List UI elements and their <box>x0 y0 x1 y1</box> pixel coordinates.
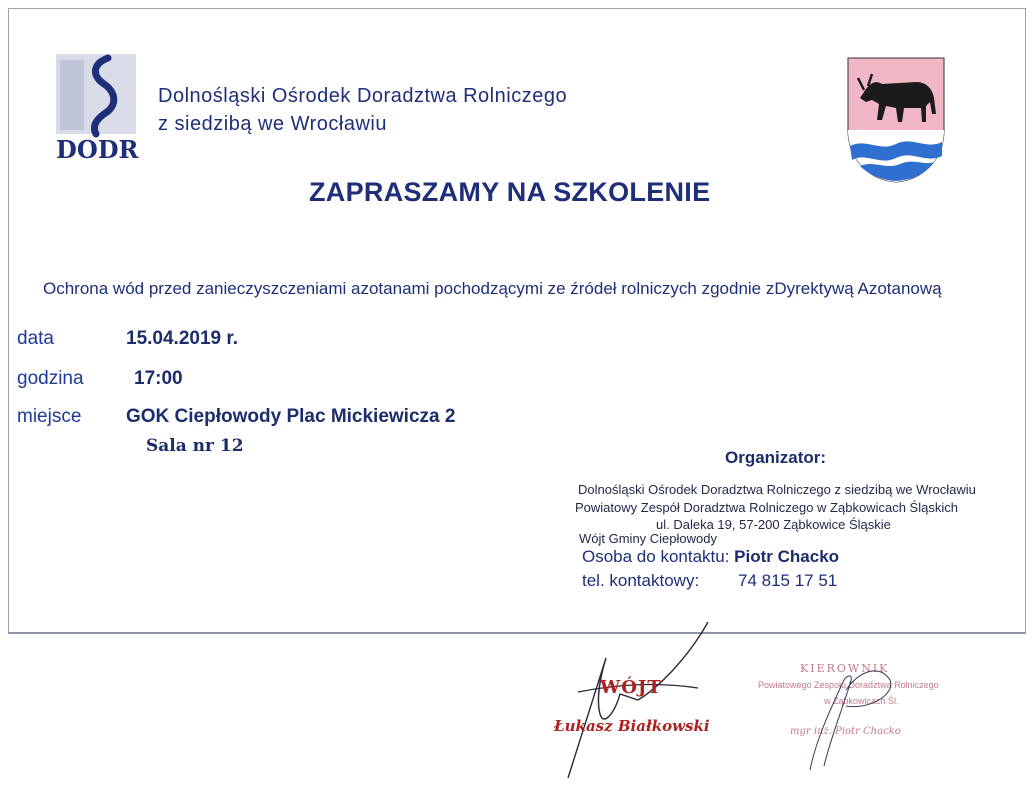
kierownik-stamp-name: mgr inż. Piotr Chacko <box>790 726 901 737</box>
dodr-logo-text: DODR <box>56 135 139 162</box>
organizer-line2: Powiatowy Zespół Doradztwa Rolniczego w Ząbkowicach Śląskich <box>575 500 958 515</box>
wojt-stamp-title: WÓJT <box>600 677 662 698</box>
contact-label: Osoba do kontaktu: <box>582 547 730 566</box>
organizer-line4: Wójt Gminy Ciepłowody <box>579 531 717 546</box>
date-value: 15.04.2019 r. <box>126 328 238 349</box>
page-title: ZAPRASZAMY NA SZKOLENIE <box>309 177 711 207</box>
contact-phone-value: 74 815 17 51 <box>738 571 838 590</box>
organizer-address: ul. Daleka 19, 57-200 Ząbkowice Śląskie <box>656 517 891 532</box>
room-number: Sala nr 12 <box>146 436 244 456</box>
time-value: 17:00 <box>134 368 183 389</box>
contact-name: Piotr Chacko <box>734 547 840 566</box>
kierownik-stamp-signature <box>750 650 970 780</box>
place-label: miejsce <box>17 406 82 427</box>
org-name-line2: z siedzibą we Wrocławiu <box>158 113 387 135</box>
dodr-logo <box>52 54 144 162</box>
training-topic: Ochrona wód przed zanieczyszczeniami azotanami pochodzącymi ze źródeł rolniczych zgodnie zDyrektywą Azotanową <box>43 279 942 298</box>
coat-of-arms-icon <box>846 56 946 184</box>
organizer-heading: Organizator: <box>725 448 827 467</box>
time-label: godzina <box>17 368 84 389</box>
place-value: GOK Ciepłowody Plac Mickiewicza 2 <box>126 406 456 427</box>
contact-person <box>582 547 839 567</box>
organizer-line1: Dolnośląski Ośrodek Doradztwa Rolniczego z siedzibą we Wrocławiu <box>578 482 976 497</box>
kierownik-stamp-line2: w Ząbkowicach Śl. <box>824 696 899 706</box>
contact-phone-label: tel. kontaktowy: <box>582 571 700 590</box>
wojt-stamp-name: Łukasz Białkowski <box>554 717 710 735</box>
wojt-stamp-signature <box>548 618 728 788</box>
org-name-line1: Dolnośląski Ośrodek Doradztwa Rolniczego <box>158 85 568 107</box>
kierownik-stamp-title: KIEROWNIK <box>800 662 890 675</box>
kierownik-stamp-line1: Powiatowego Zespołu Doradztwa Rolniczego <box>758 680 939 690</box>
date-label: data <box>17 328 54 349</box>
